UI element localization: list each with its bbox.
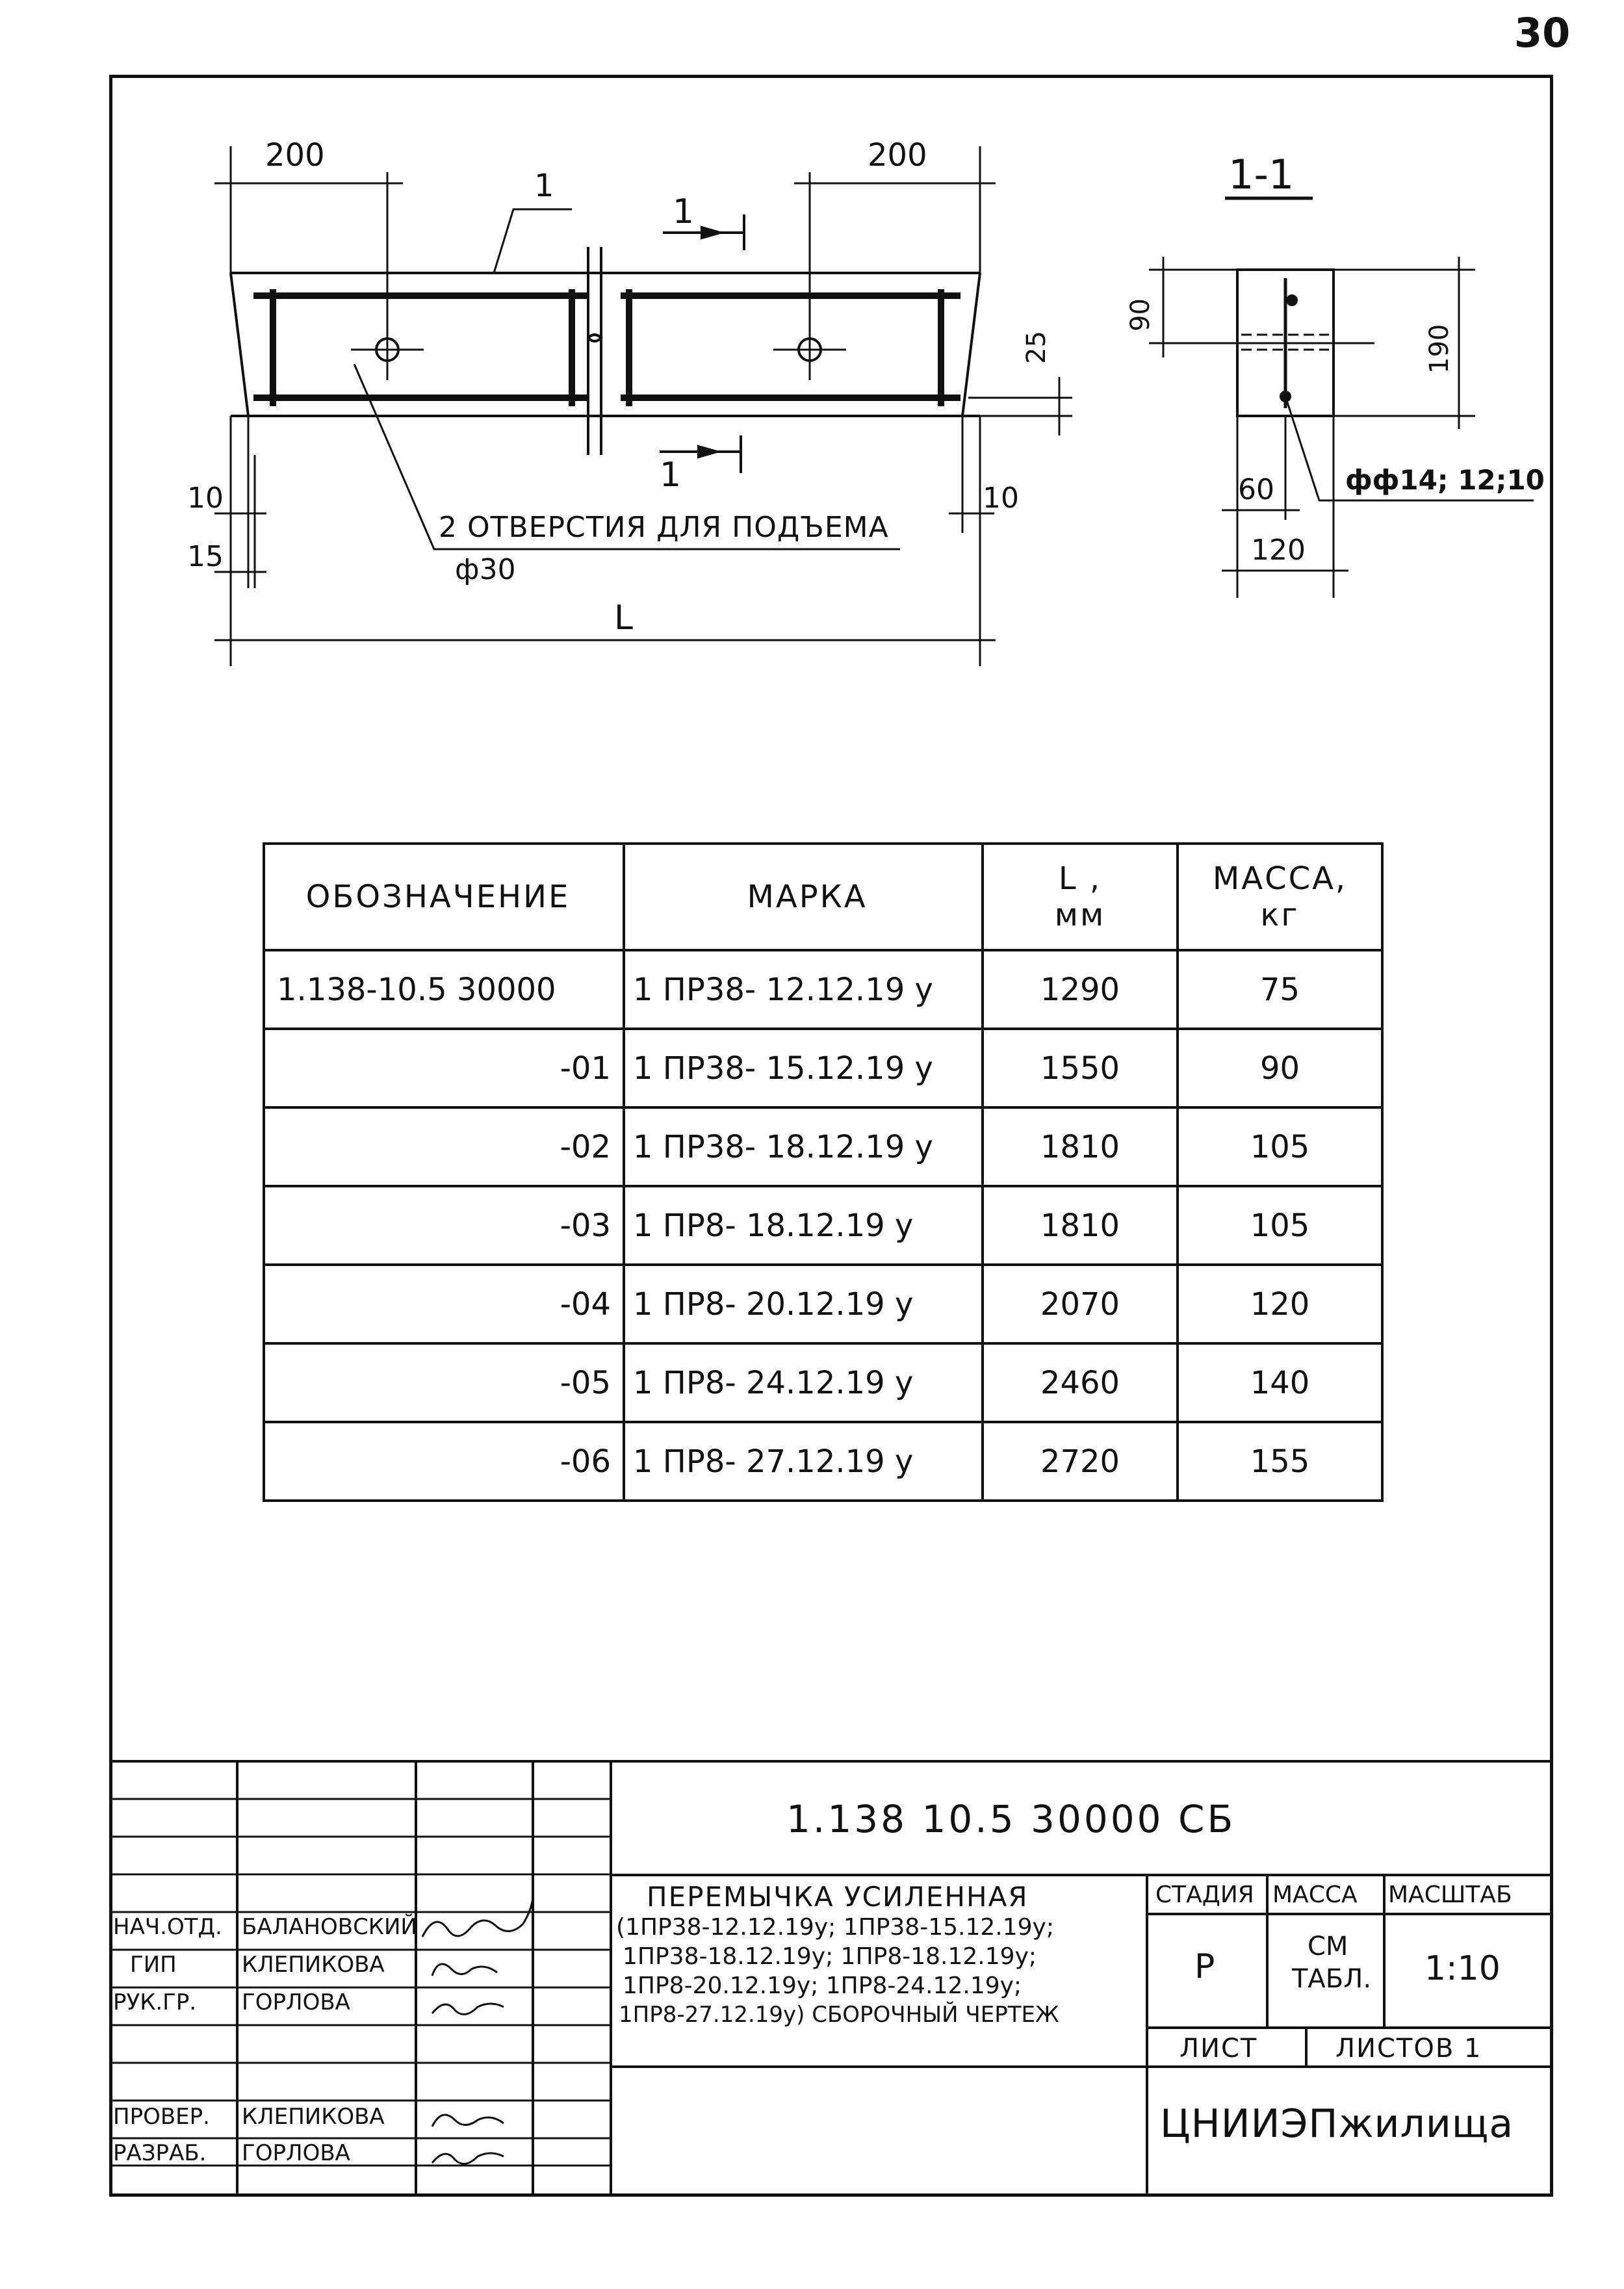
mass-value-line-1: СМ [1308,1932,1348,1961]
cell-mark: 1 ПР8- 24.12.19 у [624,1343,983,1422]
hole-diameter: ф30 [455,553,516,586]
dim-25: 25 [1022,331,1051,364]
cell-length: 2070 [983,1265,1178,1343]
length-label: L [614,599,633,638]
header-designation: ОБОЗНАЧЕНИЕ [264,844,624,950]
callout-1: 1 [534,168,554,204]
name-group-head: ГОРЛОВА [242,1989,350,2015]
cell-mass: 105 [1178,1186,1382,1265]
role-group-head: РУК.ГР. [113,1989,197,2015]
scale-label: МАСШТАБ [1388,1882,1512,1908]
cell-designation: -05 [264,1343,624,1422]
role-checked: ПРОВЕР. [113,2104,210,2130]
signature-2 [432,1964,497,1976]
cell-mass: 105 [1178,1107,1382,1186]
header-mass-label: МАССА, [1212,860,1348,897]
cell-designation: -06 [264,1422,624,1501]
cell-mass: 90 [1178,1029,1382,1107]
holes-note: 2 ОТВЕРСТИЯ ДЛЯ ПОДЪЕМА [439,511,889,544]
title-line-1: ПЕРЕМЫЧКА УСИЛЕННАЯ [647,1881,1029,1913]
cell-mass: 140 [1178,1343,1382,1422]
scale-value: 1:10 [1424,1949,1501,1988]
header-mass-unit: кг [1260,897,1300,933]
header-length-unit: мм [1054,897,1106,933]
organization: ЦНИИЭПжилища [1160,2101,1514,2147]
section-dim-190: 190 [1424,324,1454,374]
cell-designation: -03 [264,1186,624,1265]
mass-value-line-2: ТАБЛ. [1292,1964,1372,1994]
page-number: 30 [1514,9,1571,57]
section-title: 1-1 [1228,151,1295,198]
dim-10-right: 10 [983,482,1019,515]
dim-200-left: 200 [265,137,325,174]
cell-mark: 1 ПР38- 18.12.19 у [624,1107,983,1186]
title-line-4: 1ПР8-20.12.19у; 1ПР8-24.12.19у; [623,1972,1022,1999]
cell-mark: 1 ПР38- 12.12.19 у [624,950,983,1029]
cell-length: 1810 [983,1186,1178,1265]
stage-value: Р [1194,1947,1215,1986]
sheets-label: ЛИСТОВ 1 [1335,2034,1482,2063]
name-checked: КЛЕПИКОВА [242,2104,385,2130]
name-head-dept: БАЛАНОВСКИЙ [242,1914,417,1940]
role-head-dept: НАЧ.ОТД. [113,1914,222,1940]
cell-length: 2460 [983,1343,1178,1422]
cell-mark: 1 ПР8- 18.12.19 у [624,1186,983,1265]
cell-designation: -02 [264,1107,624,1186]
cell-length: 1810 [983,1107,1178,1186]
stage-label: СТАДИЯ [1155,1882,1254,1908]
header-mark: МАРКА [624,844,983,950]
cell-mass: 155 [1178,1422,1382,1501]
doc-code: 1.138 10.5 30000 СБ [786,1797,1236,1841]
cell-length: 1290 [983,950,1178,1029]
name-chief-engineer: КЛЕПИКОВА [242,1952,385,1978]
dim-10-left: 10 [187,482,224,515]
cell-mark: 1 ПР8- 27.12.19 у [624,1422,983,1501]
title-line-2: (1ПР38-12.12.19у; 1ПР38-15.12.19у; [616,1914,1054,1941]
title-line-3: 1ПР38-18.12.19у; 1ПР8-18.12.19у; [623,1943,1037,1970]
section-mark-top: 1 [673,192,695,231]
section-dim-90: 90 [1126,298,1155,331]
cell-mark: 1 ПР38- 15.12.19 у [624,1029,983,1107]
sheet-label: ЛИСТ [1179,2034,1258,2063]
cell-mass: 120 [1178,1265,1382,1343]
rebar-label: фф14; 12;10 [1345,464,1545,496]
section-dim-120: 120 [1251,534,1306,567]
section-dim-60: 60 [1238,473,1274,506]
cell-mass: 75 [1178,950,1382,1029]
name-developed: ГОРЛОВА [242,2140,350,2166]
cell-designation: 1.138-10.5 30000 [264,950,624,1029]
cell-designation: -01 [264,1029,624,1107]
cell-mark: 1 ПР8- 20.12.19 у [624,1265,983,1343]
cell-length: 2720 [983,1422,1178,1501]
signature-4 [432,2115,504,2127]
section-mark-bottom: 1 [660,456,682,495]
dim-200-right: 200 [868,137,927,174]
title-line-5: 1ПР8-27.12.19у) СБОРОЧНЫЙ ЧЕРТЕЖ [619,2002,1059,2028]
role-chief-engineer: ГИП [130,1952,177,1978]
cell-designation: -04 [264,1265,624,1343]
signature-5 [432,2153,504,2164]
mass-label: МАССА [1272,1882,1358,1908]
header-length-label: L , [1058,860,1102,897]
signature-1 [422,1895,533,1937]
dim-15-left: 15 [187,540,224,573]
signature-3 [432,2004,504,2014]
role-developed: РАЗРАБ. [113,2140,207,2166]
cell-length: 1550 [983,1029,1178,1107]
